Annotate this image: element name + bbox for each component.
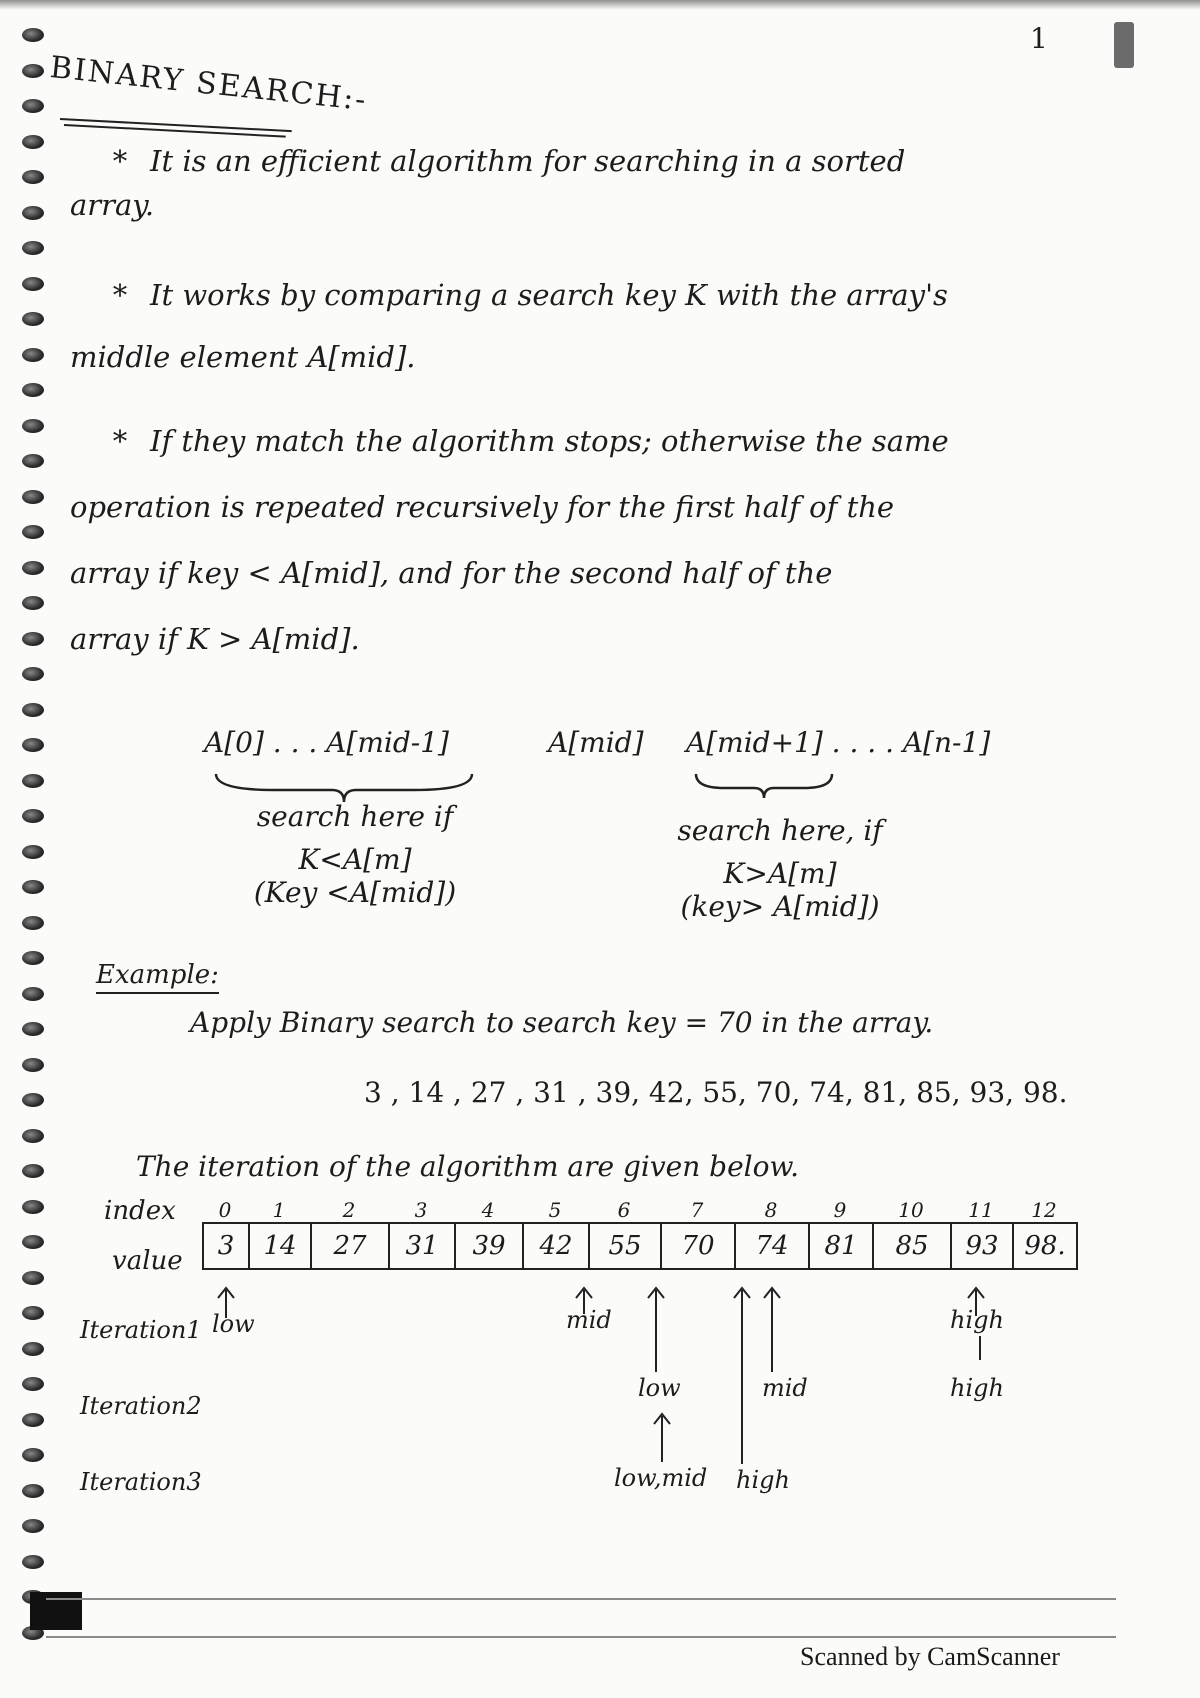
array-index: 3 xyxy=(414,1198,428,1222)
array-index: 11 xyxy=(968,1198,994,1222)
array-index: 5 xyxy=(548,1198,562,1222)
note-line: (Key <A[mid]) xyxy=(253,876,457,909)
iteration-2-mid: mid xyxy=(762,1374,808,1402)
paragraph-line: array. xyxy=(70,188,155,222)
iteration-2-high: high xyxy=(950,1374,1004,1402)
note-line: K>A[m] xyxy=(723,857,837,890)
note-line: search here, if xyxy=(677,814,883,847)
array-cell: 14 xyxy=(249,1223,311,1269)
iteration-1-label: Iteration1 xyxy=(80,1316,202,1344)
paragraph-line: middle element A[mid]. xyxy=(70,340,416,374)
array-index: 2 xyxy=(342,1198,356,1222)
array-cell: 55 xyxy=(589,1223,661,1269)
iteration-3-high: high xyxy=(736,1466,790,1494)
array-index: 10 xyxy=(898,1198,924,1222)
array-cell: 98. xyxy=(1013,1223,1077,1269)
right-range-label: A[mid+1] . . . . A[n-1] xyxy=(686,726,991,759)
paragraph-line: array if K > A[mid]. xyxy=(70,622,360,656)
left-range-label: A[0] . . . A[mid-1] xyxy=(204,726,449,759)
array-index: 8 xyxy=(764,1198,778,1222)
note-line: (key> A[mid]) xyxy=(680,890,880,923)
array-cell: 39 xyxy=(455,1223,523,1269)
array-index: 0 xyxy=(218,1198,232,1222)
paragraph-line: It is an efficient algorithm for searching in a sorted xyxy=(150,144,906,178)
example-label: Example: xyxy=(96,960,219,994)
array-cell: 81 xyxy=(809,1223,873,1269)
array-index: 9 xyxy=(833,1198,847,1222)
iteration-3-low-mid: low,mid xyxy=(614,1464,708,1492)
iteration-3-label: Iteration3 xyxy=(80,1468,202,1496)
example-array: 3 , 14 , 27 , 31 , 39, 42, 55, 70, 74, 81, 85, 93, 98. xyxy=(364,1076,1068,1109)
index-row-label: index xyxy=(104,1196,176,1226)
iteration-1-low: low xyxy=(212,1310,255,1338)
example-caption: The iteration of the algorithm are given below. xyxy=(136,1150,800,1183)
paragraph-line: array if key < A[mid], and for the second half of the xyxy=(70,556,833,590)
bullet-mark: * xyxy=(112,278,128,312)
array-cell: 27 xyxy=(311,1223,389,1269)
page-number: 1 xyxy=(1030,22,1048,55)
array-index: 7 xyxy=(690,1198,704,1222)
value-row-label: value xyxy=(112,1246,183,1276)
array-index: 6 xyxy=(617,1198,631,1222)
array-cell: 70 xyxy=(661,1223,735,1269)
footer-rule-second xyxy=(46,1636,1116,1638)
middle-element-label: A[mid] xyxy=(548,726,644,759)
iteration-1-mid: mid xyxy=(566,1306,612,1334)
array-index: 12 xyxy=(1031,1198,1057,1222)
note-line: K<A[m] xyxy=(298,843,412,876)
paragraph-line: It works by comparing a search key K with the array's xyxy=(150,278,948,312)
array-index: 4 xyxy=(481,1198,495,1222)
bullet-mark: * xyxy=(112,424,128,458)
page-title: BINARY SEARCH:- xyxy=(48,50,370,119)
array-cell: 85 xyxy=(873,1223,951,1269)
array-cell: 31 xyxy=(389,1223,455,1269)
array-index: 1 xyxy=(272,1198,286,1222)
iteration-2-label: Iteration2 xyxy=(80,1392,202,1420)
array-cell: 3 xyxy=(203,1223,249,1269)
array-cell: 42 xyxy=(523,1223,589,1269)
example-prompt: Apply Binary search to search key = 70 in the array. xyxy=(190,1006,934,1039)
scanner-watermark: Scanned by CamScanner xyxy=(800,1642,1060,1671)
array-cell: 93 xyxy=(951,1223,1013,1269)
array-cell: 74 xyxy=(735,1223,809,1269)
note-line: search here if xyxy=(256,800,454,833)
paragraph-line: operation is repeated recursively for the first half of the xyxy=(70,490,895,524)
paragraph-line: If they match the algorithm stops; otherwise the same xyxy=(150,424,949,458)
iteration-1-high: high xyxy=(950,1306,1004,1334)
bullet-mark: * xyxy=(112,144,128,178)
footer-rule xyxy=(46,1598,1116,1600)
iteration-2-low: low xyxy=(638,1374,681,1402)
